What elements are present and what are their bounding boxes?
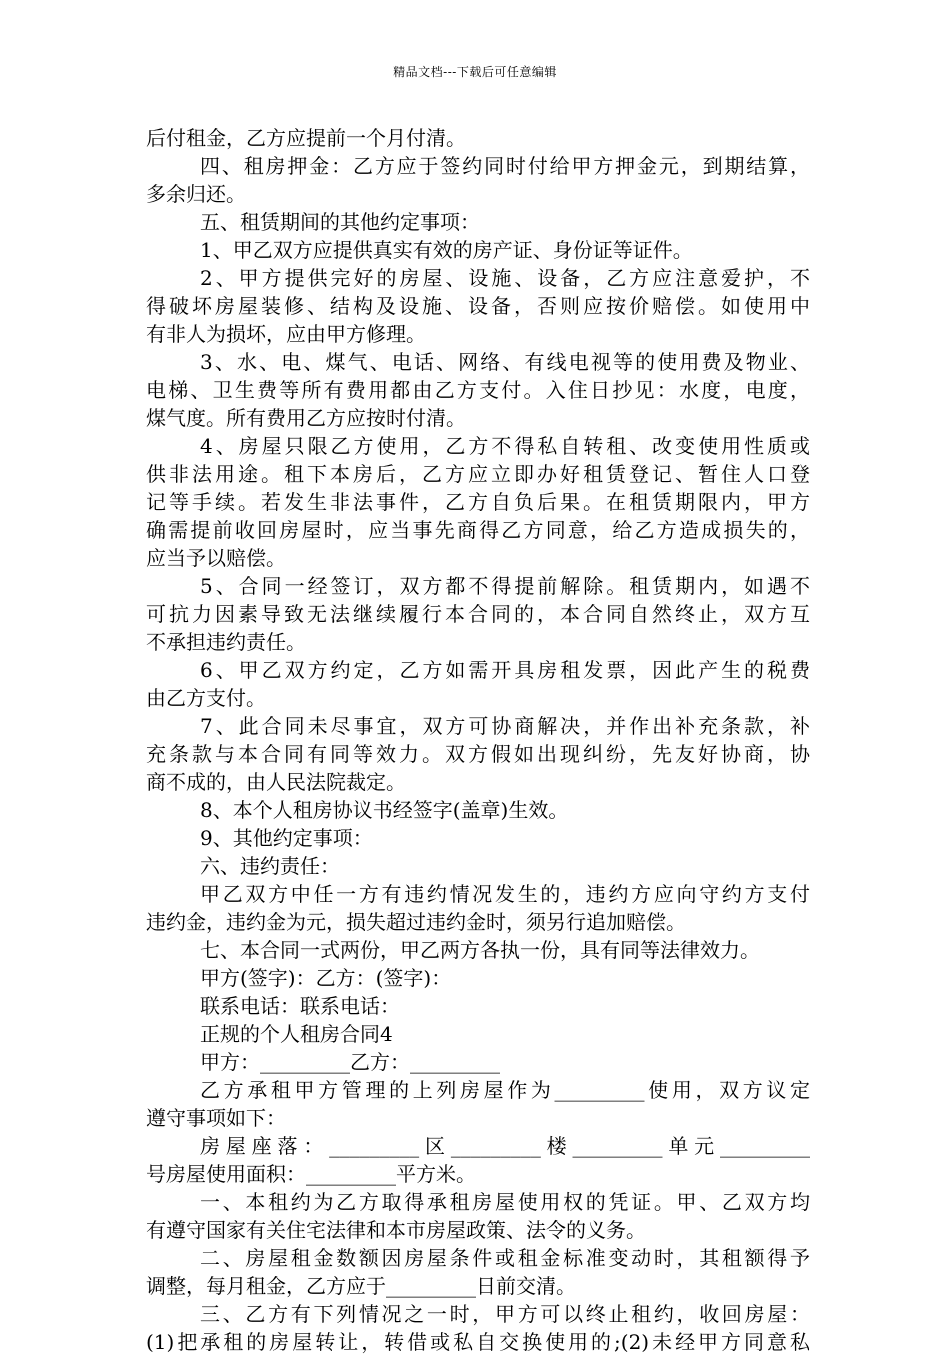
text-line: 四、租房押金：乙方应于签约同时付给甲方押金元，到期结算， [200, 154, 810, 178]
text-line: 6、甲乙双方约定，乙方如需开具房租发票，因此产生的税费 [200, 658, 810, 682]
text-line: 有遵守国家有关住宅法律和本市房屋政策、法令的义务。 [146, 1218, 646, 1242]
text-line: 甲乙双方中任一方有违约情况发生的，违约方应向守约方支付 [200, 882, 810, 906]
text-line: 得破坏房屋装修、结构及设施、设备，否则应按价赔偿。如使用中 [146, 294, 810, 318]
text-line: 9、其他约定事项： [200, 826, 373, 850]
text-line: 五、租赁期间的其他约定事项： [200, 210, 480, 234]
text-line: 房屋座落：_________区_________楼_________单元_________ [200, 1134, 810, 1158]
text-line: (1)把承租的房屋转让，转借或私自交换使用的;(2)未经甲方同意私 [146, 1330, 810, 1354]
document-body [146, 124, 810, 1356]
text-line: 商不成的，由人民法院裁定。 [146, 770, 406, 794]
text-line: 三、乙方有下列情况之一时，甲方可以终止租约，收回房屋： [200, 1302, 810, 1326]
text-line: 8、本个人租房协议书经签字(盖章)生效。 [200, 798, 569, 822]
text-line: 后付租金，乙方应提前一个月付清。 [146, 126, 466, 150]
text-line: 供非法用途。租下本房后，乙方应立即办好租赁登记、暂住人口登 [146, 462, 810, 486]
text-line: 违约金，违约金为元，损失超过违约金时，须另行追加赔偿。 [146, 910, 686, 934]
text-line: 4、房屋只限乙方使用，乙方不得私自转租、改变使用性质或 [200, 434, 810, 458]
text-line: 联系电话：联系电话： [200, 994, 400, 1018]
text-line: 甲方(签字)：乙方：(签字)： [200, 966, 452, 990]
text-line: 调整，每月租金，乙方应于_________日前交清。 [146, 1274, 576, 1298]
text-line: 3、水、电、煤气、电话、网络、有线电视等的使用费及物业、 [200, 350, 810, 374]
text-line: 由乙方支付。 [146, 686, 266, 710]
text-line: 六、违约责任： [200, 854, 340, 878]
text-line: 应当予以赔偿。 [146, 546, 286, 570]
text-line: 二、房屋租金数额因房屋条件或租金标准变动时，其租额得予 [200, 1246, 810, 1270]
text-line: 电梯、卫生费等所有费用都由乙方支付。入住日抄见：水度，电度， [146, 378, 810, 402]
text-line: 充条款与本合同有同等效力。双方假如出现纠纷，先友好协商，协 [146, 742, 810, 766]
page-header: 精品文档---下载后可任意编辑 [393, 65, 557, 79]
text-line: 有非人为损坏，应由甲方修理。 [146, 322, 426, 346]
text-line: 号房屋使用面积：_________平方米。 [146, 1162, 476, 1186]
text-line: 1、甲乙双方应提供真实有效的房产证、身份证等证件。 [200, 238, 693, 262]
text-line: 甲方：_________乙方：_________ [200, 1050, 500, 1074]
text-line: 多余归还。 [146, 182, 246, 206]
text-line: 一、本租约为乙方取得承租房屋使用权的凭证。甲、乙双方均 [200, 1190, 810, 1214]
text-line: 煤气度。所有费用乙方应按时付清。 [146, 406, 466, 430]
text-line: 遵守事项如下： [146, 1106, 286, 1130]
text-line: 正规的个人租房合同4 [200, 1022, 393, 1046]
text-line: 乙方承租甲方管理的上列房屋作为_________使用，双方议定 [200, 1078, 810, 1102]
text-line: 不承担违约责任。 [146, 630, 306, 654]
text-line: 5、合同一经签订，双方都不得提前解除。租赁期内，如遇不 [200, 574, 810, 598]
text-line: 7、此合同未尽事宜，双方可协商解决，并作出补充条款，补 [200, 714, 810, 738]
text-line: 2、甲方提供完好的房屋、设施、设备，乙方应注意爱护，不 [200, 266, 810, 290]
text-line: 可抗力因素导致无法继续履行本合同的，本合同自然终止，双方互 [146, 602, 810, 626]
text-line: 七、本合同一式两份，甲乙两方各执一份，具有同等法律效力。 [200, 938, 760, 962]
text-line: 确需提前收回房屋时，应当事先商得乙方同意，给乙方造成损失的， [146, 518, 810, 542]
text-line: 记等手续。若发生非法事件，乙方自负后果。在租赁期限内，甲方 [146, 490, 810, 514]
